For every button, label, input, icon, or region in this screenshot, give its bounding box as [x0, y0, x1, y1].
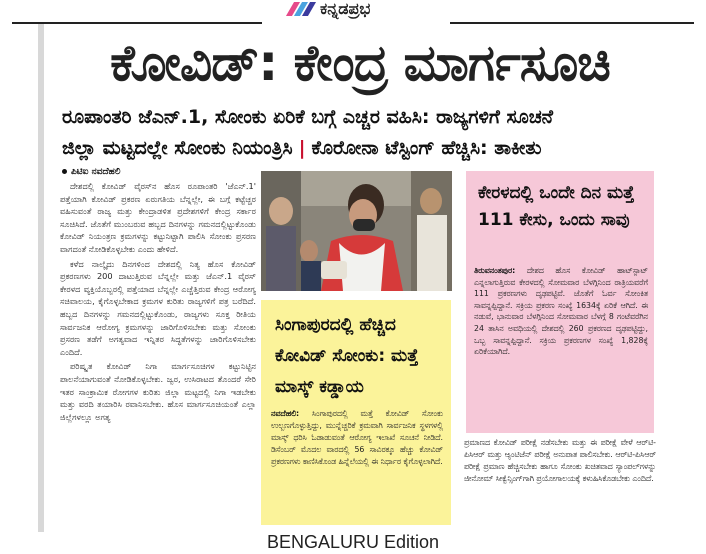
byline [62, 167, 121, 177]
masthead-rule-left [12, 22, 262, 24]
kerala-news-box [466, 171, 654, 433]
subheadline-part-b: ಕೊರೋನಾ ಟೆಸ್ಟಿಂಗ್ ಹೆಚ್ಚಿಸಿ: ತಾಕೀತು [311, 137, 542, 159]
article-paragraph: ಕಳೆದ ನಾಲ್ಕೈದು ದಿನಗಳಿಂದ ದೇಶದಲ್ಲಿ ನಿತ್ಯ ಹೊಸ ಕೋವಿಡ್ ಪ್ರಕರಣಗಳು 200 ದಾಟುತ್ತಿರುವ ಬೆನ್ನಲ್ಲೇ ಮತ್ತು ಜೆಎನ್.1 ವೈರಸ್ ಕೇರಳದ ವ್ಯಕ್ತಿಯೊಬ್ಬರಲ್ಲಿ ಪತ್ತೆಯಾದ ಬೆನ್ನಲ್ಲೇ ಎಚ್ಚೆತ್ತಿರುವ ಕೇಂದ್ರ ಆರೋಗ್ಯ ಸಚಿವಾಲಯ, ಕೈಗೊಳ್ಳಬೇಕಾದ ಕ್ರಮಗಳ ಕುರಿತು ರಾಜ್ಯಗಳಿಗೆ ಪತ್ರ ಬರೆದಿದೆ. ಹಬ್ಬದ ದಿನಗಳನ್ನು ಗಮನದಲ್ಲಿಟ್ಟುಕೊಂಡು, ರಾಜ್ಯಗಳು ಸೂಕ್ತ ರೀತಿಯ ಸಾರ್ವಜನಿಕ ಆರೋಗ್ಯ ಕ್ರಮಗಳನ್ನು ಜಾರಿಗೊಳಿಸಬೇಕು ಮತ್ತು ಸೋಂಕು ಪ್ರಸರಣ ತಡೆಗೆ ಅಗತ್ಯವಾದ ಇನ್ನಿತರ ಸಿದ್ಧತೆಗಳನ್ನು ಜಾರಿಗೊಳಿಸಬೇಕು ಎಂದಿದೆ. [60, 258, 256, 357]
subheadline-line-1: ರೂಪಾಂತರಿ ಜೆಎನ್.1, ಸೋಂಕು ಏರಿಕೆ ಬಗ್ಗೆ ಎಚ್ಚರ ವಹಿಸಿ: ರಾಜ್ಯಗಳಿಗೆ ಸೂಚನೆ [62, 106, 554, 128]
news-photo [261, 171, 452, 291]
singapore-news-box [261, 300, 451, 525]
singapore-body-text: ಸಿಂಗಾಪುರದಲ್ಲಿ ಮತ್ತೆ ಕೋವಿಡ್ ಸೋಂಕು ಉಲ್ಬಣಗೊಳ್ಳುತ್ತಿದ್ದು, ಮುನ್ನೆಚ್ಚರಿಕೆ ಕ್ರಮವಾಗಿ ಸಾರ್ವಜನಿಕ ಸ್ಥಳಗಳಲ್ಲಿ ಮಾಸ್ಕ್ ಧರಿಸಿ ಓಡಾಡುವಂತೆ ಆರೋಗ್ಯ ಇಲಾಖೆ ಸೂಚನೆ ನೀಡಿದೆ. ಡಿಸೆಂಬರ್ ಮೊದಲ ವಾರದಲ್ಲಿ 56 ಸಾವಿರಕ್ಕೂ ಹೆಚ್ಚು ಕೋವಿಡ್ ಪ್ರಕರಣಗಳು ಕಾಣಿಸಿಕೊಂಡ ಹಿನ್ನೆಲೆಯಲ್ಲಿ ಈ ನಿರ್ಧಾರ ಕೈಗೊಳ್ಳಲಾಗಿದೆ. [271, 409, 443, 466]
kerala-headline: ಕೇರಳದಲ್ಲಿ ಒಂದೇ ದಿನ ಮತ್ತೆ 111 ಕೇಸು, ಒಂದು ಸಾವು [478, 183, 635, 230]
masthead [0, 0, 706, 26]
singapore-body [271, 408, 443, 468]
masthead-rule-right [450, 22, 694, 24]
article-paragraph: ಪರಿಷ್ಕೃತ ಕೋವಿಡ್ ನಿಗಾ ಮಾರ್ಗಸೂಚಿಗಳ ಕಟ್ಟುನಿಟ್ಟಿನ ಪಾಲನೆಯಾಗುವಂತೆ ನೋಡಿಕೊಳ್ಳಬೇಕು. ಜ್ವರ, ಉಸಿರಾಟದ ತೊಂದರೆ ಸೇರಿ ಇತರ ಸಾಂಕ್ರಾಮಿಕ ರೋಗಗಳ ಕುರಿತು ಜಿಲ್ಲಾ ಮಟ್ಟದಲ್ಲಿ ನಿಗಾ ಇಡಬೇಕು ಮತ್ತು ವರದಿ ತಯಾರಿಸಿ ರವಾನಿಸಬೇಕು. ಹೊಸ ಮಾರ್ಗಸೂಚಿಯಂತೆ ಎಲ್ಲಾ ಜಿಲ್ಲೆಗಳಲ್ಲೂ ಅಗತ್ಯ [60, 361, 256, 422]
kerala-body [474, 265, 648, 358]
article-headline: ಕೋವಿಡ್: ಕೇಂದ್ರ ಮಾರ್ಗಸೂಚಿ [110, 34, 610, 92]
newspaper-logo [286, 0, 370, 18]
logo-text: ಕನ್ನಡಪ್ರಭ [320, 0, 371, 18]
subheadline-separator: | [298, 137, 306, 159]
kerala-dateline: ತಿರುವನಂತಪುರ: [474, 266, 516, 275]
article-body-column [60, 180, 256, 525]
article-continuation: ಪ್ರಮಾಣದ ಕೋವಿಡ್ ಪರೀಕ್ಷೆ ನಡೆಸಬೇಕು ಮತ್ತು ಈ ಪರೀಕ್ಷೆ ವೇಳೆ ಆರ್‌ಟಿ-ಪಿಸಿಆರ್ ಮತ್ತು ಆ್ಯಂಟಿಜೆನ್ ಪರೀಕ್ಷೆ ಅನುಪಾತ ಪಾಲಿಸಬೇಕು. ಆರ್‌ಟಿ-ಪಿಸಿಆರ್ ಪರೀಕ್ಷೆ ಪ್ರಮಾಣ ಹೆಚ್ಚಿಸಬೇಕು ಹಾಗೂ ಸೋಂಕು ಖಚಿತವಾದ ಸ್ಯಾಂಪಲ್‌ಗಳನ್ನು ಜೀನೋಮ್ ಸೀಕ್ವೆನ್ಸಿಂಗ್‌ಗಾಗಿ ಪ್ರಯೋಗಾಲಯಕ್ಕೆ ಕಳುಹಿಸಿಕೊಡಬೇಕು ಎಂದಿದೆ. [464, 438, 656, 483]
masked-people-photo [261, 171, 452, 291]
subheadline-part-a: ಜಿಲ್ಲಾ ಮಟ್ಟದಲ್ಲೇ ಸೋಂಕು ನಿಯಂತ್ರಿಸಿ [62, 137, 293, 159]
page-edge-shadow [38, 24, 44, 532]
logo-stripes-icon [286, 2, 316, 16]
subheadline-line-2 [62, 134, 662, 162]
kerala-body-text: ದೇಶದ ಹೊಸ ಕೋವಿಡ್ ಹಾಟ್‌ಸ್ಪಾಟ್ ಎನ್ನಲಾಗುತ್ತಿರುವ ಕೇರಳದಲ್ಲಿ ಸೋಮವಾರ ಬೆಳಗ್ಗಿನಿಂದ ರಾತ್ರಿಯವರೆಗೆ 111 ಪ್ರಕರಣಗಳು ದೃಢಪಟ್ಟಿವೆ. ಜೊತೆಗೆ ಓರ್ವ ಸೋಂಕಿತ ಸಾವನ್ನಪ್ಪಿದ್ದಾನೆ. ಸಕ್ರಿಯ ಪ್ರಕರಣ ಸಂಖ್ಯೆ 1634ಕ್ಕೆ ಏರಿಕೆ ಆಗಿದೆ. ಈ ನಡುವೆ, ಭಾನುವಾರ ಬೆಳಗ್ಗಿನಿಂದ ಸೋಮವಾರ ಬೆಳಗ್ಗೆ 8 ಗಂಟೆವರೆಗಿನ 24 ತಾಸಿನ ಅವಧಿಯಲ್ಲಿ ದೇಶದಲ್ಲಿ 260 ಪ್ರಕರಣದ ದೃಢಪಟ್ಟಿದ್ದು, ಒಬ್ಬ ಸಾವನ್ನಪ್ಪಿದ್ದಾನೆ. ಸಕ್ರಿಯ ಪ್ರಕರಣಗಳ ಸಂಖ್ಯೆ 1,828ಕ್ಕೆ ಏರಿಕೆಯಾಗಿದೆ. [474, 266, 648, 357]
singapore-dateline: ನವದೆಹಲಿ: [271, 409, 300, 418]
singapore-headline: ಸಿಂಗಾಪುರದಲ್ಲಿ ಹೆಚ್ಚಿದ ಕೋವಿಡ್ ಸೋಂಕು: ಮತ್ತೆ ಮಾಸ್ಕ್ ಕಡ್ಡಾಯ [275, 315, 419, 397]
bullet-icon [62, 169, 67, 174]
edition-label: BENGALURU Edition [266, 532, 440, 552]
byline-text: ಪಿಟಿಐ ನವದೆಹಲಿ [71, 167, 121, 177]
article-paragraph: ದೇಶದಲ್ಲಿ ಕೋವಿಡ್ ವೈರಸ್‌ನ ಹೊಸ ರೂಪಾಂತರಿ 'ಜೆಎನ್.1' ಪತ್ತೆಯಾಗಿ ಕೋವಿಡ್ ಪ್ರಕರಣ ಏರುಗತಿಯ ಬೆನ್ನಲ್ಲೇ, ಈ ಬಗ್ಗೆ ಕಟ್ಟೆಚ್ಚರ ವಹಿಸುವಂತೆ ರಾಜ್ಯ ಮತ್ತು ಕೇಂದ್ರಾಡಳಿತ ಪ್ರದೇಶಗಳಿಗೆ ಕೇಂದ್ರ ಸರ್ಕಾರ ಸೂಚಿಸಿದೆ. ಜೊತೆಗೆ ಮುಂಬರುವ ಹಬ್ಬದ ದಿನಗಳನ್ನು ಗಮನದಲ್ಲಿಟ್ಟುಕೊಂಡು ಕೋವಿಡ್ ನಿಯಂತ್ರಣ ಕ್ರಮಗಳನ್ನು ಕಟ್ಟುನಿಟ್ಟಾಗಿ ಪಾಲಿಸಿ ಸೋಂಕು ಪ್ರಸರಣ ವಾಗದಂತೆ ನೋಡಿಕೊಳ್ಳಬೇಕು ಎಂದು ಹೇಳಿದೆ. [60, 181, 256, 254]
